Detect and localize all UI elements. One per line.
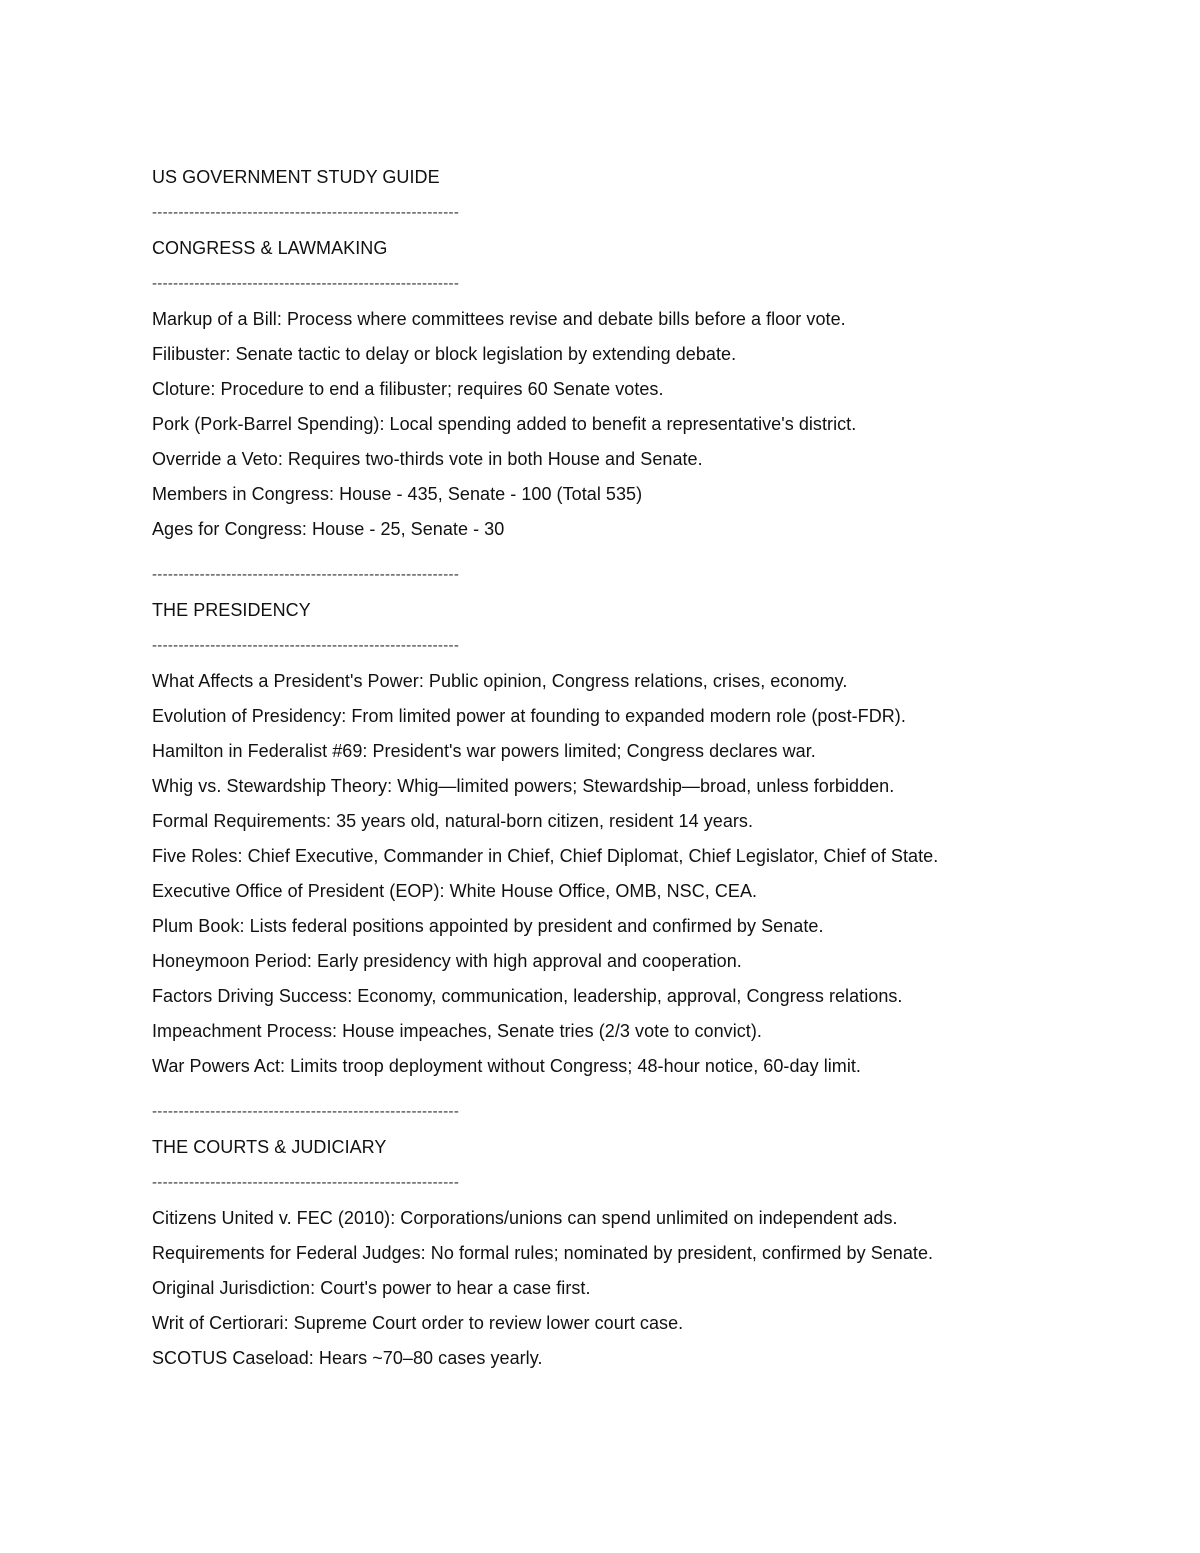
list-item: Five Roles: Chief Executive, Commander in Chief, Chief Diplomat, Chief Legislator, Chief of State.: [152, 846, 939, 866]
section-title-courts: THE COURTS & JUDICIARY: [152, 1137, 387, 1157]
list-item: Original Jurisdiction: Court's power to hear a case first.: [152, 1278, 591, 1298]
list-item: War Powers Act: Limits troop deployment without Congress; 48-hour notice, 60-day limit.: [152, 1056, 861, 1076]
list-item: Hamilton in Federalist #69: President's war powers limited; Congress declares war.: [152, 741, 816, 761]
list-item: Markup of a Bill: Process where committees revise and debate bills before a floor vote.: [152, 309, 846, 329]
list-item: Cloture: Procedure to end a filibuster; requires 60 Senate votes.: [152, 379, 664, 399]
list-item: Filibuster: Senate tactic to delay or block legislation by extending debate.: [152, 344, 737, 364]
section-separator: ----------------------------------------------------------: [152, 204, 460, 221]
section-separator: ----------------------------------------------------------: [152, 275, 460, 292]
list-item: What Affects a President's Power: Public opinion, Congress relations, crises, economy.: [152, 671, 848, 691]
list-item: Impeachment Process: House impeaches, Senate tries (2/3 vote to convict).: [152, 1021, 762, 1041]
section-title-congress: CONGRESS & LAWMAKING: [152, 238, 388, 258]
section-separator: ----------------------------------------------------------: [152, 637, 460, 654]
list-item: Formal Requirements: 35 years old, natural-born citizen, resident 14 years.: [152, 811, 754, 831]
document-title: US GOVERNMENT STUDY GUIDE: [152, 167, 440, 187]
list-item: Evolution of Presidency: From limited power at founding to expanded modern role (post-FDR).: [152, 706, 906, 726]
section-title-presidency: THE PRESIDENCY: [152, 600, 311, 620]
list-item: SCOTUS Caseload: Hears ~70–80 cases yearly.: [152, 1348, 543, 1368]
list-item: Members in Congress: House - 435, Senate - 100 (Total 535): [152, 484, 643, 504]
list-item: Whig vs. Stewardship Theory: Whig—limited powers; Stewardship—broad, unless forbidden.: [152, 776, 895, 796]
list-item: Honeymoon Period: Early presidency with high approval and cooperation.: [152, 951, 742, 971]
list-item: Plum Book: Lists federal positions appointed by president and confirmed by Senate.: [152, 916, 824, 936]
list-item: Citizens United v. FEC (2010): Corporations/unions can spend unlimited on independent ads.: [152, 1208, 898, 1228]
document-page: [152, 164, 1092, 1380]
list-item: Ages for Congress: House - 25, Senate - 30: [152, 519, 505, 539]
list-item: Executive Office of President (EOP): White House Office, OMB, NSC, CEA.: [152, 881, 758, 901]
list-item: Pork (Pork-Barrel Spending): Local spending added to benefit a representative's district.: [152, 414, 857, 434]
list-item: Requirements for Federal Judges: No formal rules; nominated by president, confirmed by Senate.: [152, 1243, 934, 1263]
section-separator: ----------------------------------------------------------: [152, 1174, 460, 1191]
list-item: Override a Veto: Requires two-thirds vote in both House and Senate.: [152, 449, 703, 469]
list-item: Factors Driving Success: Economy, communication, leadership, approval, Congress relations.: [152, 986, 903, 1006]
list-item: Writ of Certiorari: Supreme Court order to review lower court case.: [152, 1313, 684, 1333]
section-separator: ----------------------------------------------------------: [152, 1103, 460, 1120]
section-separator: ----------------------------------------------------------: [152, 566, 460, 583]
